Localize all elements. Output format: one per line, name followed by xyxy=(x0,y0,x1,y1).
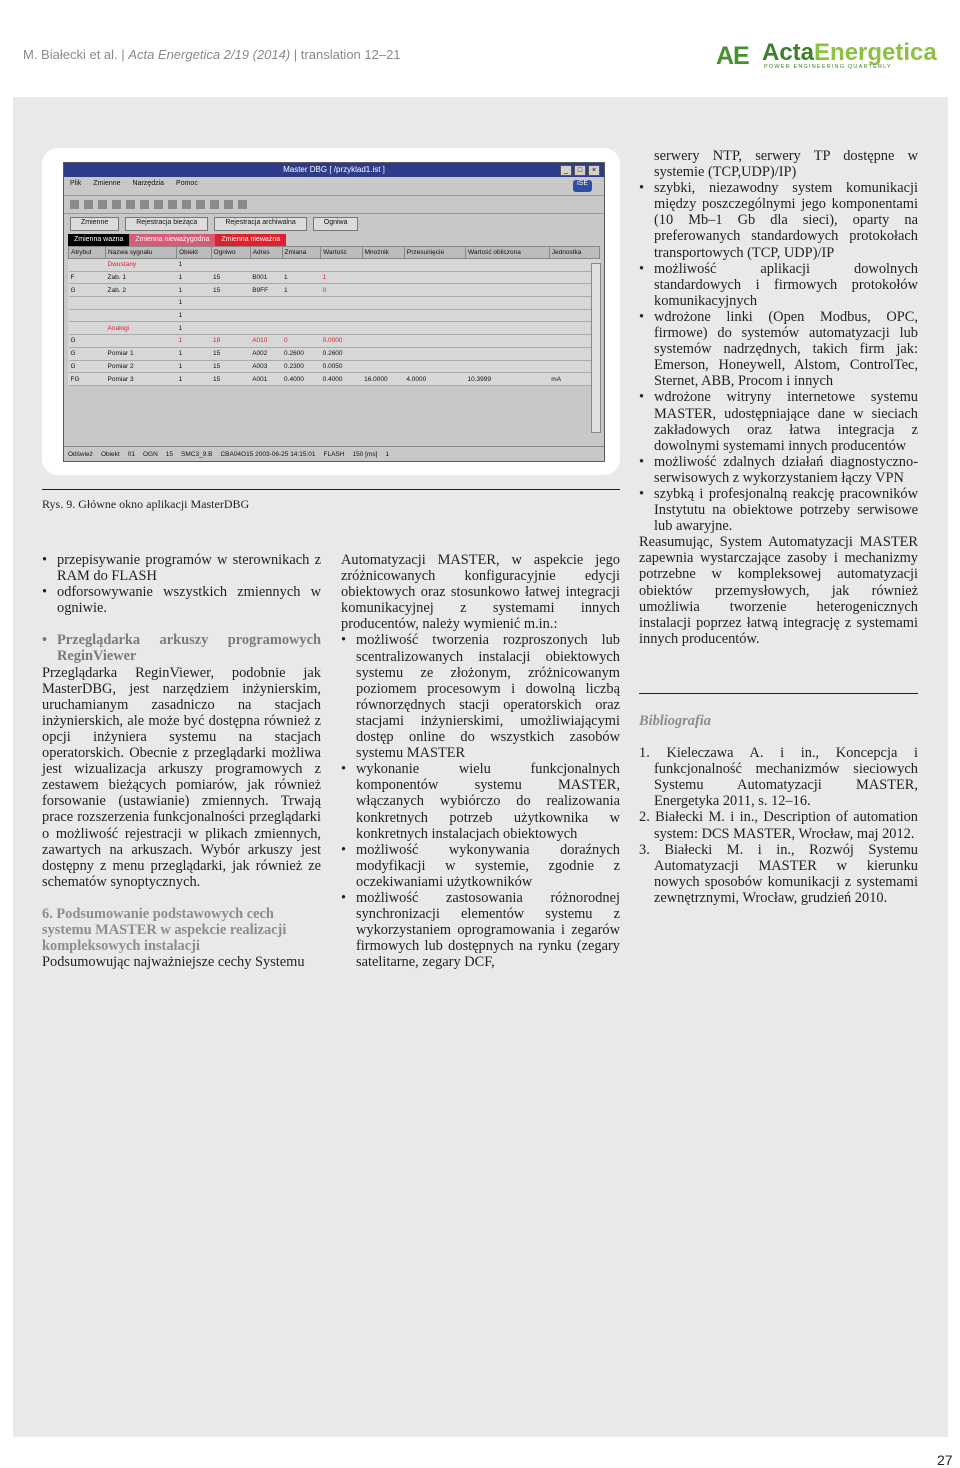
status-valid: Zmienna ważna xyxy=(68,234,129,246)
header-translation: translation 12–21 xyxy=(300,47,401,62)
column-header: Obiekt xyxy=(177,247,211,259)
next-record-icon xyxy=(224,200,233,209)
column-header: Wartość obliczona xyxy=(466,247,550,259)
table-cell xyxy=(404,360,465,373)
statusbar-field: SMC3_9.B xyxy=(181,450,213,458)
table-cell xyxy=(404,271,465,284)
table-row xyxy=(69,284,600,297)
column-header: Nazwa sygnału xyxy=(106,247,177,259)
table-cell: G xyxy=(69,335,106,348)
menu-plik: Plik xyxy=(70,180,82,187)
window-titlebar xyxy=(64,163,604,177)
table-cell: 0.0000 xyxy=(321,335,362,348)
redo-icon xyxy=(182,200,191,209)
table-cell: 1 xyxy=(177,360,211,373)
table-cell xyxy=(69,259,106,272)
table-cell xyxy=(466,309,550,322)
table-cell: 0 xyxy=(321,284,362,297)
column-header: Przesunięcie xyxy=(404,247,465,259)
list-item: • możliwość wykonywania doraźnych modyfikacji w systemie, zgodnie z oczekiwaniami użytkowników xyxy=(341,842,620,890)
last-record-icon xyxy=(238,200,247,209)
list-item: • możliwość aplikacji dowolnych standardowych i firmowych protokołów komunikacyjnych xyxy=(639,261,918,309)
table-cell xyxy=(362,259,404,272)
list-item: • wdrożone linki (Open Modbus, OPC, firmowe) do systemów automatyzacji lub systemów nadrzędnych, takich firm jak: Emerson, Honeywell, Alstom, ControlTec, Sternet, ABB, Procom i innych xyxy=(639,309,918,389)
column-header: Ogniwo xyxy=(211,247,250,259)
statusbar-field: Odśwież xyxy=(68,450,93,458)
status-legend xyxy=(64,234,604,246)
table-cell: F xyxy=(69,271,106,284)
table-cell: mA xyxy=(549,373,599,386)
bibliography xyxy=(639,713,918,906)
copy-icon xyxy=(140,200,149,209)
table-cell xyxy=(211,259,250,272)
table-cell: 0.2600 xyxy=(321,347,362,360)
tab-rejestracja-archiwalna: Rejestracja archiwalna xyxy=(214,217,306,231)
table-cell: 1 xyxy=(321,271,362,284)
ise-badge: iSE xyxy=(573,180,592,192)
table-cell: 1 xyxy=(282,284,321,297)
table-cell: 15 xyxy=(211,373,250,386)
table-cell xyxy=(362,347,404,360)
table-cell xyxy=(404,335,465,348)
table-cell: Pomiar 1 xyxy=(106,347,177,360)
table-cell xyxy=(106,309,177,322)
table-cell xyxy=(250,322,282,335)
statusbar-field: 01 xyxy=(127,450,135,458)
list-item: • szybką i profesjonalną reakcję pracowników Instytutu na obiektowe potrzeby serwisowe lub awaryjne. xyxy=(639,486,918,534)
maximize-icon: □ xyxy=(574,165,586,176)
table-cell xyxy=(282,322,321,335)
table-cell: 1 xyxy=(177,335,211,348)
first-record-icon xyxy=(196,200,205,209)
reference-item: 1. Kieleczawa A. i in., Koncepcja i funkcjonalność mechanizmów sieciowych Systemu Automatyzacji MASTER, Energetyka 2011, s. 12–16. xyxy=(639,745,918,810)
table-cell: Dwustany xyxy=(106,259,177,272)
tab-zmienne: Zmienne xyxy=(70,217,119,231)
table-cell xyxy=(466,271,550,284)
table-cell xyxy=(282,309,321,322)
section-heading: 6. Podsumowanie podstawowych cech systemu MASTER w aspekcie realizacji kompleksowych instalacji xyxy=(42,905,287,955)
table-cell xyxy=(211,322,250,335)
header-journal: Acta Energetica 2/19 (2014) xyxy=(128,47,291,62)
tab-rejestracja-biezaca: Rejestracja bieżąca xyxy=(125,217,208,231)
table-cell xyxy=(362,335,404,348)
vertical-scrollbar xyxy=(591,263,601,433)
minimize-icon: _ xyxy=(560,165,572,176)
col1-subhead-list xyxy=(42,632,321,664)
table-cell xyxy=(466,259,550,272)
table-cell xyxy=(250,297,282,310)
search-icon xyxy=(112,200,121,209)
table-cell: 1 xyxy=(177,322,211,335)
paragraph: Automatyzacji MASTER, w aspekcie jego zróżnicowanych konfiguracyjnie edycji obiektowych oraz stosunkowo łatwej integracji komunikacyjnej z systemami innych producentów, należy wymienić m.in.: xyxy=(341,552,620,633)
table-cell xyxy=(282,297,321,310)
table-cell xyxy=(362,309,404,322)
print-icon xyxy=(98,200,107,209)
table-row xyxy=(69,322,600,335)
table-cell xyxy=(466,284,550,297)
table-cell: A010 xyxy=(250,335,282,348)
status-uncertain: Zmienna nieważygodna xyxy=(129,234,215,246)
prev-record-icon xyxy=(210,200,219,209)
close-icon: × xyxy=(588,165,600,176)
paragraph: serwery NTP, serwery TP dostępne w systemie (TCP,UDP)/IP) xyxy=(654,148,918,181)
column-header: Zmiana xyxy=(282,247,321,259)
table-row xyxy=(69,259,600,272)
table-row xyxy=(69,373,600,386)
table-cell: 10.3999 xyxy=(466,373,550,386)
table-cell: G xyxy=(69,360,106,373)
paragraph: Przeglądarka ReginViewer, podobnie jak MasterDBG, jest narzędziem inżynierskim, uruchamianym zasadniczo na stacjach inżynierskich, ale może być dostępna również z opcji inżyniera systemu na stacjach operatorskich. Obecnie z przeglądarki możliwa jest wizualizacja arkuszy programowych z zestawem bieżących pomiarów, jak również forsowanie (ustawianie) zmiennych. Trwają prace rozszerzenia funkcjonalności przeglądarki o możliwość rejestracji w plikach zmiennych, zawartych na arkuszach. Wybór arkuszy jest dostępny z menu przeglądarki, jak również ze schematów synoptycznych. xyxy=(42,664,321,890)
table-cell: 1 xyxy=(282,271,321,284)
reference-item: 2. Białecki M. i in., Description of automation system: DCS MASTER, Wrocław, maj 2012. xyxy=(639,809,918,842)
status-invalid: Zmienna nieważna xyxy=(215,234,286,246)
table-cell: B9FF xyxy=(250,284,282,297)
journal-logo xyxy=(716,39,937,70)
list-item: • przepisywanie programów w sterownikach z RAM do FLASH xyxy=(42,552,321,584)
column-1 xyxy=(42,552,321,970)
table-cell xyxy=(321,297,362,310)
column-2 xyxy=(341,552,620,970)
table-cell: 0.0050 xyxy=(321,360,362,373)
col1-bullet-list xyxy=(42,552,321,616)
new-icon xyxy=(70,200,79,209)
reference-item: 3. Białecki M. i in., Rozwój Systemu Automatyzacji MASTER w kierunku nowych sposobów komunikacji z systemami zewnętrznymi, Wrocław, grudzień 2010. xyxy=(639,841,918,906)
undo-icon xyxy=(168,200,177,209)
table-cell xyxy=(69,309,106,322)
statusbar-field: CBA04O15 2003-06-25 14:15:01 xyxy=(220,450,316,458)
window-toolbar xyxy=(64,195,604,214)
table-cell xyxy=(250,309,282,322)
table-cell xyxy=(466,322,550,335)
table-cell xyxy=(250,259,282,272)
caption-rule xyxy=(42,489,620,490)
cut-icon xyxy=(126,200,135,209)
table-row xyxy=(69,309,600,322)
table-cell xyxy=(404,347,465,360)
list-item: • możliwość zdalnych działań diagnostyczno-serwisowych z wykorzystaniem łączy VPN xyxy=(639,454,918,486)
menu-narzedzia: Narzędzia xyxy=(132,180,165,187)
tab-ogniwa: Ogniwa xyxy=(313,217,359,231)
table-cell xyxy=(69,297,106,310)
column-header: Mnożnik xyxy=(362,247,404,259)
table-cell xyxy=(362,322,404,335)
paste-icon xyxy=(154,200,163,209)
table-cell xyxy=(362,284,404,297)
figure-caption: Rys. 9. Główne okno aplikacji MasterDBG xyxy=(42,497,250,511)
table-cell: Pomiar 2 xyxy=(106,360,177,373)
logo-tagline: POWER ENGINEERING QUARTERLY xyxy=(764,64,892,70)
list-item: • wykonanie wielu funkcjonalnych komponentów systemu MASTER, włączanych wybiórczo do realizowania konkretnych potrzeb użytkownika w konkretnych instalacjach obiektowych xyxy=(341,761,620,841)
page-number: 27 xyxy=(937,1452,953,1468)
table-cell: 15 xyxy=(211,271,250,284)
table-cell: 4.0000 xyxy=(404,373,465,386)
table-cell xyxy=(362,271,404,284)
window-tabs xyxy=(64,214,604,234)
column-3 xyxy=(639,148,918,647)
table-cell xyxy=(404,297,465,310)
table-cell xyxy=(211,309,250,322)
table-header xyxy=(69,247,600,259)
paragraph: Reasumując, System Automatyzacji MASTER zapewnia wystarczające zasoby i mechanizmy potrzebne w kompleksowej automatyzacji obiektów przemysłowych, jak również umożliwia tworzenie heterogenicznych instalacji poprzez łatwą integrację z systemami innych producentów. xyxy=(639,534,918,647)
list-item: • możliwość zastosowania różnorodnej synchronizacji elementów systemu z wykorzystaniem oprogramowania i zegarów firmowych lub dostępnych na rynku (zegary satelitarne, zegary DCF, xyxy=(341,890,620,970)
table-cell: 1 xyxy=(177,284,211,297)
table-cell: 0.2600 xyxy=(282,347,321,360)
table-cell: 1 xyxy=(177,297,211,310)
table-cell: FG xyxy=(69,373,106,386)
table-cell: G xyxy=(69,347,106,360)
table-cell xyxy=(466,360,550,373)
paragraph: Podsumowując najważniejsze cechy Systemu xyxy=(42,954,305,971)
table-cell: 15 xyxy=(211,284,250,297)
bibliography-rule xyxy=(639,693,918,694)
column-header: Wartość xyxy=(321,247,362,259)
table-cell xyxy=(69,322,106,335)
table-cell: G xyxy=(69,284,106,297)
table-cell: 0.4000 xyxy=(321,373,362,386)
table-cell: Analogi xyxy=(106,322,177,335)
table-cell: 1 xyxy=(177,271,211,284)
table-cell xyxy=(466,297,550,310)
table-row xyxy=(69,271,600,284)
table-cell: 15 xyxy=(211,347,250,360)
window-controls xyxy=(560,165,600,176)
table-row xyxy=(69,297,600,310)
table-cell: Pomiar 3 xyxy=(106,373,177,386)
table-cell: Zab. 1 xyxy=(106,271,177,284)
list-item: • odforsowywanie wszystkich zmiennych w ogniwie. xyxy=(42,584,321,616)
window-menubar xyxy=(64,177,604,195)
table-cell xyxy=(321,309,362,322)
header-authors: M. Białecki et al. xyxy=(23,47,118,62)
statusbar-field: OGN xyxy=(142,450,158,458)
masterdbg-window xyxy=(63,162,605,462)
variables-table xyxy=(68,246,600,386)
table-cell xyxy=(106,335,177,348)
table-row xyxy=(69,347,600,360)
table-cell xyxy=(466,347,550,360)
table-cell xyxy=(106,297,177,310)
save-icon xyxy=(84,200,93,209)
column-header: Atrybut xyxy=(69,247,106,259)
statusbar-field: Obiekt xyxy=(100,450,120,458)
table-cell: 0.4000 xyxy=(282,373,321,386)
table-cell: Zab. 2 xyxy=(106,284,177,297)
list-item: • możliwość tworzenia rozproszonych lub scentralizowanych instalacji obiektowych systemu ze złożonym, zróżnicowanym poziomem procesowym i dowolną liczbą równorzędnych stacji operatorskich oraz stacjami inżynierskimi, umożliwiającymi dostęp online do wszystkich zasobów systemu MASTER xyxy=(341,632,620,761)
table-cell: 1 xyxy=(177,309,211,322)
statusbar-field: 15 xyxy=(165,450,174,458)
col2-bullet-list xyxy=(341,632,620,970)
subheading-reginviewer: • Przeglądarka arkuszy programowych ReginViewer xyxy=(42,632,321,664)
table-row xyxy=(69,360,600,373)
table-cell: A002 xyxy=(250,347,282,360)
table-cell xyxy=(362,360,404,373)
statusbar-field: 150 [ms] xyxy=(352,450,378,458)
menu-pomoc: Pomoc xyxy=(176,180,198,187)
table-cell xyxy=(466,335,550,348)
table-cell: A003 xyxy=(250,360,282,373)
table-cell xyxy=(404,259,465,272)
table-cell xyxy=(321,322,362,335)
running-header: M. Białecki et al. | Acta Energetica 2/19 (2014) | translation 12–21 xyxy=(23,47,401,62)
table-cell: 0.2300 xyxy=(282,360,321,373)
table-cell: 16.0000 xyxy=(362,373,404,386)
statusbar-field: 1 xyxy=(385,450,390,458)
column-header: Jednostka xyxy=(549,247,599,259)
table-cell xyxy=(404,309,465,322)
col3-bullet-list xyxy=(639,180,918,534)
table-cell: 0 xyxy=(282,335,321,348)
table-cell: 1 xyxy=(177,373,211,386)
bibliography-title: Bibliografia xyxy=(639,713,711,729)
table-cell: 1 xyxy=(177,347,211,360)
column-header: Adres xyxy=(250,247,282,259)
table-cell xyxy=(362,297,404,310)
table-cell xyxy=(282,259,321,272)
window-title: Master DBG [ /przyklad1.ist ] xyxy=(283,165,385,174)
list-item: • wdrożone witryny internetowe systemu MASTER, udostępniające dane w sieciach zakładowych oraz łatwa integracja z dowolnymi systemami innych producentów xyxy=(639,389,918,453)
logo-name: ActaEnergetica xyxy=(762,39,937,66)
table-cell: B001 xyxy=(250,271,282,284)
table-cell: 18 xyxy=(211,335,250,348)
logo-mark: AE xyxy=(716,42,749,70)
table-cell xyxy=(211,297,250,310)
table-cell: 1 xyxy=(177,259,211,272)
list-item: • szybki, niezawodny system komunikacji między poszczególnymi jego komponentami (10 Mb–1 Gb dla sieci), oparty na preferowanych standardowych protokołach transportowych (TCP, UDP)/IP xyxy=(639,180,918,260)
window-statusbar xyxy=(64,446,605,461)
table-cell xyxy=(404,284,465,297)
statusbar-field: FLASH xyxy=(323,450,345,458)
table-cell: 15 xyxy=(211,360,250,373)
table-cell xyxy=(404,322,465,335)
table-row xyxy=(69,335,600,348)
table-cell: A001 xyxy=(250,373,282,386)
table-cell xyxy=(321,259,362,272)
reference-list xyxy=(639,745,918,906)
menu-zmienne: Zmienne xyxy=(93,180,121,187)
